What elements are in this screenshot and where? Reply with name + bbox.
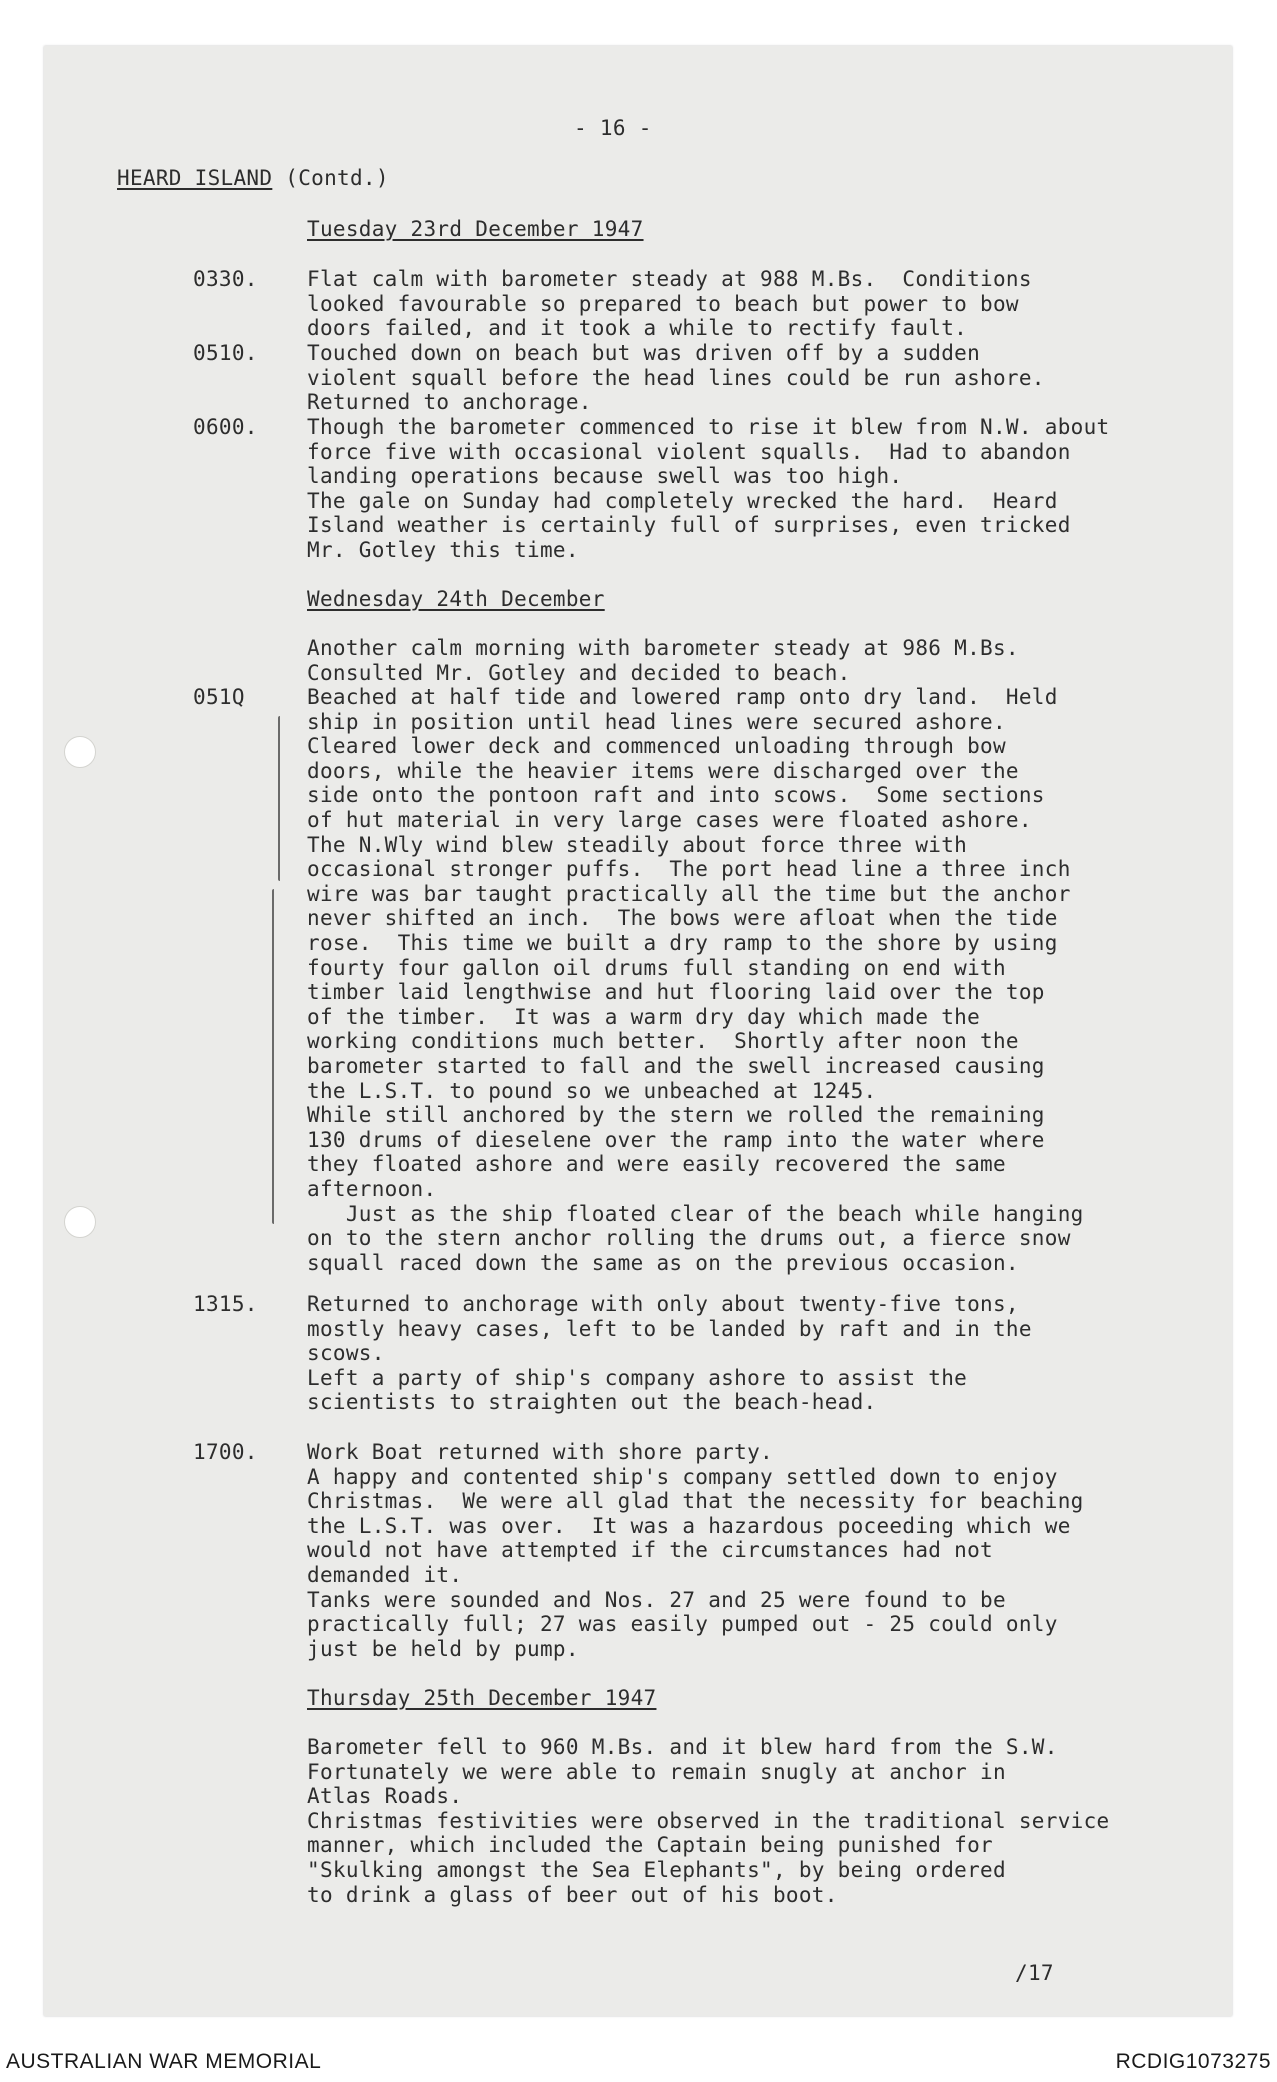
entry-text-line: A happy and contented ship's company settled down to enjoy [307, 1464, 1058, 1489]
entry-text-line: of hut material in very large cases were floated ashore. [307, 808, 1032, 832]
margin-bracket-mark [272, 889, 274, 1224]
entry-text-line: Beached at half tide and lowered ramp onto dry land. Held [307, 685, 1058, 709]
entry-text-line: Flat calm with barometer steady at 988 M.Bs. Conditions [307, 267, 1032, 291]
entry-text-line: Fortunately we were able to remain snugly at anchor in [307, 1759, 1006, 1784]
entry-text-line: Consulted Mr. Gotley and decided to beach. [307, 660, 851, 685]
entry-text-line: scientists to straighten out the beach-head. [307, 1390, 877, 1415]
section-heading [117, 166, 389, 191]
date-heading: Wednesday 24th December [307, 587, 605, 611]
entry-text-line: timber laid lengthwise and hut flooring laid over the top [307, 980, 1045, 1005]
entry-text-line: Though the barometer commenced to rise it blew from N.W. about [307, 415, 1110, 439]
entry-text-line: Atlas Roads. [307, 1784, 463, 1809]
entry-text-line: Island weather is certainly full of surprises, even tricked [307, 513, 1071, 538]
entry-text-line: to drink a glass of beer out of his boot. [307, 1882, 838, 1907]
entry-text-line: The N.Wly wind blew steadily about force three with [307, 832, 968, 857]
entry-text-line: the L.S.T. to pound so we unbeached at 1245. [307, 1078, 877, 1103]
entry-text-line: would not have attempted if the circumstances had not [307, 1538, 993, 1563]
entry-text-line: Tanks were sounded and Nos. 27 and 25 were found to be [307, 1587, 1006, 1612]
entry-text-line: Cleared lower deck and commenced unloading through bow [307, 734, 1006, 759]
entry-text-line: Christmas. We were all glad that the necessity for beaching [307, 1489, 1084, 1514]
entry-text-line: rose. This time we built a dry ramp to the shore by using [307, 931, 1058, 955]
entry-text-line: working conditions much better. Shortly after noon the [307, 1029, 1019, 1054]
entry-text-line: Returned to anchorage with only about twenty-five tons, [307, 1292, 1019, 1316]
entry-text-line: demanded it. [307, 1563, 463, 1587]
entry-text-line: of the timber. It was a warm dry day which made the [307, 1004, 981, 1029]
entry-text-line: While still anchored by the stern we rolled the remaining [307, 1103, 1045, 1128]
entry-text-line: looked favourable so prepared to beach but power to bow [307, 291, 1019, 316]
section-heading-title: HEARD ISLAND [117, 166, 273, 190]
entry-text-line: Left a party of ship's company ashore to assist the [307, 1365, 968, 1390]
entry-text-line: squall raced down the same as on the previous occasion. [307, 1250, 1019, 1275]
entry-text-line: doors, while the heavier items were discharged over the [307, 758, 1019, 783]
entry-text-line: Just as the ship floated clear of the beach while hanging [307, 1201, 1084, 1226]
entry-time: 051Q [193, 685, 245, 709]
entry-text-line: Work Boat returned with shore party. [307, 1440, 773, 1464]
entry-text-line: scows. [307, 1341, 385, 1366]
entry-text-line: ship in position until head lines were secured ashore. [307, 709, 1006, 734]
entry-text-line: Christmas festivities were observed in the traditional service [307, 1808, 1110, 1833]
entry-text-line: "Skulking amongst the Sea Elephants", by being ordered [307, 1858, 1006, 1882]
next-page-marker: /17 [1015, 1961, 1054, 1985]
entry-text-line: they floated ashore and were easily recovered the same [307, 1152, 1006, 1177]
entry-text-line: fourty four gallon oil drums full standing on end with [307, 955, 1006, 980]
footer-archive-name: AUSTRALIAN WAR MEMORIAL [6, 2050, 322, 2073]
page-number: - 16 - [574, 116, 652, 140]
entry-text-line: afternoon. [307, 1177, 437, 1201]
entry-text-line: 130 drums of dieselene over the ramp into the water where [307, 1127, 1045, 1152]
date-heading: Thursday 25th December 1947 [307, 1686, 657, 1710]
entry-text-line: mostly heavy cases, left to be landed by raft and in the [307, 1316, 1032, 1341]
margin-bracket-mark [278, 716, 280, 881]
entry-text-line: practically full; 27 was easily pumped out - 25 could only [307, 1612, 1058, 1637]
entry-text-line: violent squall before the head lines could be run ashore. [307, 365, 1045, 390]
entry-text-line: side onto the pontoon raft and into scows. Some sections [307, 783, 1045, 808]
entry-text-line: Another calm morning with barometer steady at 986 M.Bs. [307, 636, 1019, 660]
punch-hole [64, 736, 96, 768]
entry-text-line: Mr. Gotley this time. [307, 538, 579, 562]
entry-text-line: doors failed, and it took a while to rectify fault. [307, 316, 968, 341]
entry-text-line: Returned to anchorage. [307, 390, 592, 415]
entry-text-line: Touched down on beach but was driven off by a sudden [307, 341, 981, 365]
entry-time: 1700. [193, 1440, 258, 1464]
entry-text-line: wire was bar taught practically all the time but the anchor [307, 881, 1071, 906]
entry-time: 1315. [193, 1292, 258, 1316]
entry-text-line: manner, which included the Captain being punished for [307, 1833, 993, 1858]
entry-text-line: force five with occasional violent squalls. Had to abandon [307, 439, 1071, 464]
section-heading-contd: (Contd.) [272, 166, 389, 190]
entry-time: 0330. [193, 267, 258, 291]
entry-text-line: Barometer fell to 960 M.Bs. and it blew hard from the S.W. [307, 1735, 1058, 1759]
entry-time: 0510. [193, 341, 258, 365]
entry-text-line: barometer started to fall and the swell increased causing [307, 1054, 1045, 1078]
date-heading: Tuesday 23rd December 1947 [307, 217, 644, 241]
entry-text-line: landing operations because swell was too high. [307, 464, 903, 489]
entry-time: 0600. [193, 415, 258, 439]
footer-record-id: RCDIG1073275 [1115, 2050, 1271, 2073]
entry-text-line: on to the stern anchor rolling the drums out, a fierce snow [307, 1226, 1071, 1251]
entry-text-line: never shifted an inch. The bows were afloat when the tide [307, 906, 1058, 931]
entry-text-line: just be held by pump. [307, 1636, 579, 1661]
entry-text-line: the L.S.T. was over. It was a hazardous poceeding which we [307, 1513, 1071, 1538]
entry-text-line: The gale on Sunday had completely wrecked the hard. Heard [307, 488, 1058, 513]
punch-hole [64, 1206, 96, 1238]
entry-text-line: occasional stronger puffs. The port head line a three inch [307, 857, 1071, 882]
